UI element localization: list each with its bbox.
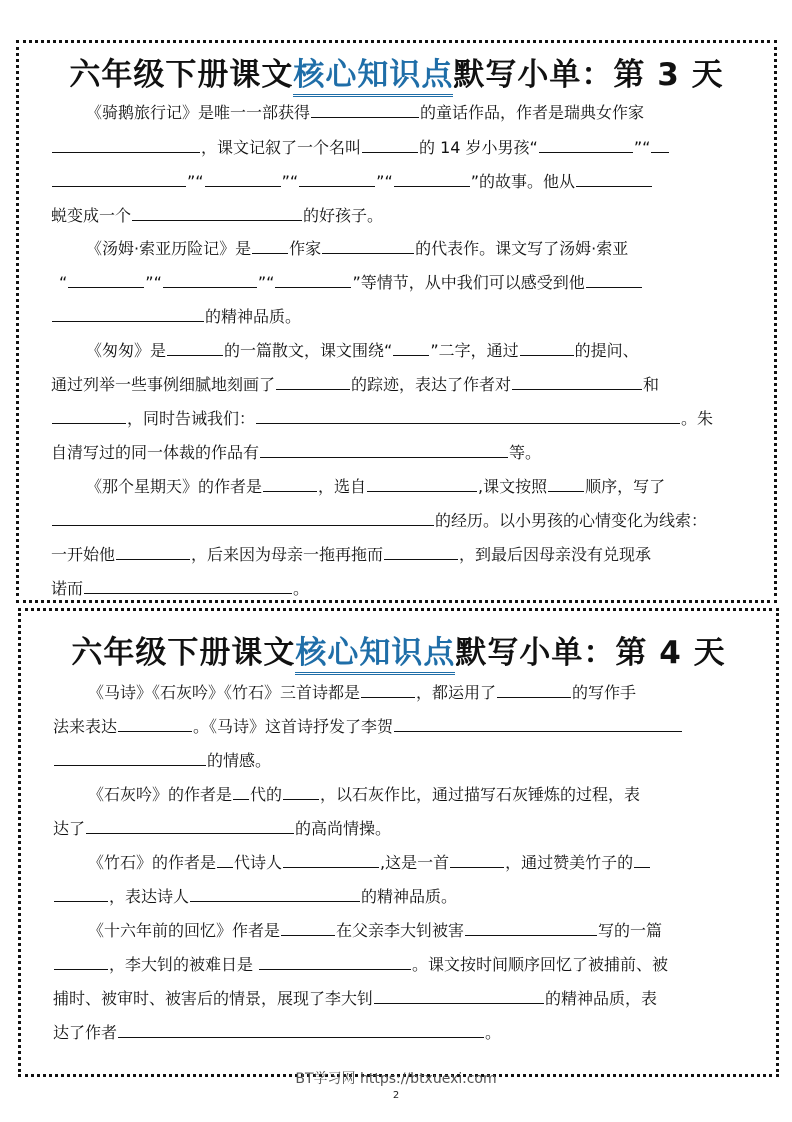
text: ”“ — [281, 172, 299, 191]
question-line — [53, 953, 668, 976]
question-line — [86, 339, 639, 362]
watermark: BT学习网 https://btxuexi.com — [295, 1071, 497, 1087]
text: 的精神品质。 — [205, 307, 302, 326]
text: 的情感。 — [207, 751, 272, 770]
text: 的好孩子。 — [303, 206, 384, 225]
text: ”等情节，从中我们可以感受到他 — [352, 273, 585, 292]
text: ，以石灰作比，通过描写石灰锤炼的过程，表 — [320, 785, 641, 804]
text: 的高尚情操。 — [295, 819, 392, 838]
answer-blank[interactable] — [132, 204, 302, 221]
text: 的提问、 — [574, 341, 639, 360]
text: 《匆匆》是 — [86, 341, 167, 360]
answer-blank[interactable] — [54, 885, 108, 902]
text: 的精神品质。 — [361, 887, 458, 906]
question-line — [88, 851, 651, 874]
title-prefix: 六年级下册课文 — [69, 57, 294, 93]
answer-blank[interactable] — [276, 373, 350, 390]
text: 的 14 岁小男孩“ — [419, 138, 538, 157]
answer-blank[interactable] — [497, 681, 571, 698]
answer-blank[interactable] — [281, 919, 335, 936]
text: 的经历。以小男孩的心情变化为线索： — [435, 511, 708, 530]
text: ，后来因为母亲一拖再拖而 — [191, 545, 384, 564]
question-line — [51, 305, 301, 328]
question-line — [88, 919, 662, 942]
answer-blank[interactable] — [394, 715, 682, 732]
answer-blank[interactable] — [190, 885, 360, 902]
text: 。课文按时间顺序回忆了被捕前、被 — [412, 955, 669, 974]
answer-blank[interactable] — [52, 136, 200, 153]
text: 作家 — [289, 239, 322, 258]
answer-blank[interactable] — [576, 170, 652, 187]
text: ,这是一首 — [380, 853, 450, 872]
text: 诺而 — [51, 579, 84, 598]
question-line — [59, 271, 643, 294]
text: 自清写过的同一体裁的作品有 — [51, 443, 260, 462]
title-prefix: 六年级下册课文 — [71, 635, 296, 671]
answer-blank[interactable] — [252, 237, 288, 254]
text: ”二字，通过 — [430, 341, 519, 360]
text: 通过列举一些事例细腻地刻画了 — [51, 375, 276, 394]
title-suffix: 默写小单：第 4 天 — [455, 635, 726, 671]
answer-blank[interactable] — [233, 783, 249, 800]
question-line — [88, 783, 640, 806]
text: 代诗人 — [234, 853, 283, 872]
text: 的一篇散文，课文围绕“ — [224, 341, 393, 360]
text: 蜕变成一个 — [51, 206, 132, 225]
question-line — [51, 577, 309, 600]
text: 。朱 — [681, 409, 714, 428]
answer-blank[interactable] — [384, 543, 458, 560]
answer-blank[interactable] — [361, 681, 415, 698]
text: 达了作者 — [53, 1023, 118, 1042]
text: 《十六年前的回忆》作者是 — [88, 921, 281, 940]
worksheet-title — [21, 633, 776, 673]
answer-blank[interactable] — [512, 373, 642, 390]
text: 《竹石》的作者是 — [88, 853, 217, 872]
answer-blank[interactable] — [465, 919, 597, 936]
worksheet-day-3 — [16, 40, 777, 603]
answer-blank[interactable] — [54, 953, 108, 970]
answer-blank[interactable] — [116, 543, 190, 560]
text: ，选自 — [318, 477, 367, 496]
question-line — [51, 136, 670, 159]
text: 的精神品质，表 — [545, 989, 658, 1008]
answer-blank[interactable] — [52, 305, 204, 322]
answer-blank[interactable] — [394, 170, 470, 187]
answer-blank[interactable] — [586, 271, 642, 288]
answer-blank[interactable] — [634, 851, 650, 868]
text: 的写作手 — [572, 683, 637, 702]
question-line — [51, 204, 383, 227]
text: ，表达诗人 — [109, 887, 190, 906]
answer-blank[interactable] — [322, 237, 414, 254]
question-line — [51, 170, 653, 193]
answer-blank[interactable] — [84, 577, 292, 594]
text: 法来表达 — [53, 717, 118, 736]
answer-blank[interactable] — [393, 339, 429, 356]
text: 《汤姆·索亚历险记》是 — [86, 239, 252, 258]
text: ”“ — [376, 172, 393, 191]
answer-blank[interactable] — [367, 475, 477, 492]
text: 和 — [643, 375, 660, 394]
text: ”“ — [145, 273, 162, 292]
answer-blank[interactable] — [311, 101, 419, 118]
question-line — [51, 373, 659, 396]
question-line — [88, 681, 636, 704]
answer-blank[interactable] — [259, 953, 411, 970]
text: 。 — [485, 1023, 502, 1042]
question-line — [51, 407, 713, 430]
answer-blank[interactable] — [118, 1021, 484, 1038]
question-line — [51, 441, 541, 464]
title-highlight: 核心知识点 — [293, 57, 453, 97]
answer-blank[interactable] — [52, 170, 186, 187]
answer-blank[interactable] — [205, 170, 281, 187]
question-line — [53, 1021, 501, 1044]
answer-blank[interactable] — [299, 170, 375, 187]
text: 达了 — [53, 819, 86, 838]
answer-blank[interactable] — [52, 407, 126, 424]
answer-blank[interactable] — [283, 783, 319, 800]
text: 顺序，写了 — [585, 477, 666, 496]
text: ，课文记叙了一个名叫 — [201, 138, 362, 157]
answer-blank[interactable] — [362, 136, 418, 153]
question-line — [51, 509, 707, 532]
worksheet-day-4 — [18, 608, 779, 1077]
question-line — [53, 749, 271, 772]
answer-blank[interactable] — [374, 987, 544, 1004]
text: ，通过赞美竹子的 — [505, 853, 634, 872]
question-line — [53, 885, 457, 908]
answer-blank[interactable] — [118, 715, 192, 732]
text: 的童话作品，作者是瑞典女作家 — [420, 103, 645, 122]
answer-blank[interactable] — [283, 851, 379, 868]
text: 《骑鹅旅行记》是唯一一部获得 — [86, 103, 311, 122]
answer-blank[interactable] — [68, 271, 144, 288]
text: 写的一篇 — [598, 921, 663, 940]
text: 等。 — [509, 443, 542, 462]
question-line — [51, 543, 651, 566]
text: ”“ — [257, 273, 275, 292]
answer-blank[interactable] — [167, 339, 223, 356]
question-line — [53, 817, 391, 840]
text: 《马诗》《石灰吟》《竹石》三首诗都是 — [88, 683, 361, 702]
title-highlight: 核心知识点 — [295, 635, 455, 675]
text: 的踪迹，表达了作者对 — [351, 375, 512, 394]
text: ，同时告诫我们： — [127, 409, 256, 428]
title-suffix: 默写小单：第 3 天 — [453, 57, 724, 93]
text: ，李大钊的被难日是 — [109, 955, 254, 974]
question-line — [86, 475, 665, 498]
text: ”“ — [187, 172, 204, 191]
answer-blank[interactable] — [54, 749, 206, 766]
answer-blank[interactable] — [450, 851, 504, 868]
text: 的代表作。课文写了汤姆·索亚 — [415, 239, 629, 258]
text: ,课文按照 — [478, 477, 548, 496]
question-line — [86, 101, 644, 124]
answer-blank[interactable] — [86, 817, 294, 834]
answer-blank[interactable] — [217, 851, 233, 868]
page-number: 2 — [392, 1090, 400, 1101]
answer-blank[interactable] — [548, 475, 584, 492]
answer-blank[interactable] — [260, 441, 508, 458]
text: 捕时、被审时、被害后的情景，展现了李大钊 — [53, 989, 374, 1008]
text: 《那个星期天》的作者是 — [86, 477, 263, 496]
text: “ — [59, 273, 68, 292]
text: 代的 — [250, 785, 283, 804]
answer-blank[interactable] — [520, 339, 574, 356]
answer-blank[interactable] — [539, 136, 633, 153]
text: 。《马诗》这首诗抒发了李贺 — [193, 717, 394, 736]
answer-blank[interactable] — [263, 475, 317, 492]
text: ”“ — [633, 138, 651, 157]
text: 在父亲李大钊被害 — [336, 921, 465, 940]
question-line — [53, 987, 657, 1010]
text: 《石灰吟》的作者是 — [88, 785, 233, 804]
answer-blank[interactable] — [256, 407, 680, 424]
text: ”的故事。他从 — [470, 172, 576, 191]
question-line — [86, 237, 628, 260]
question-line — [53, 715, 683, 738]
answer-blank[interactable] — [163, 271, 257, 288]
worksheet-title — [19, 55, 774, 95]
answer-blank[interactable] — [275, 271, 351, 288]
text: ，到最后因母亲没有兑现承 — [459, 545, 652, 564]
text: 一开始他 — [51, 545, 116, 564]
answer-blank[interactable] — [651, 136, 669, 153]
answer-blank[interactable] — [52, 509, 434, 526]
text: ，都运用了 — [416, 683, 497, 702]
text: 。 — [293, 579, 310, 598]
